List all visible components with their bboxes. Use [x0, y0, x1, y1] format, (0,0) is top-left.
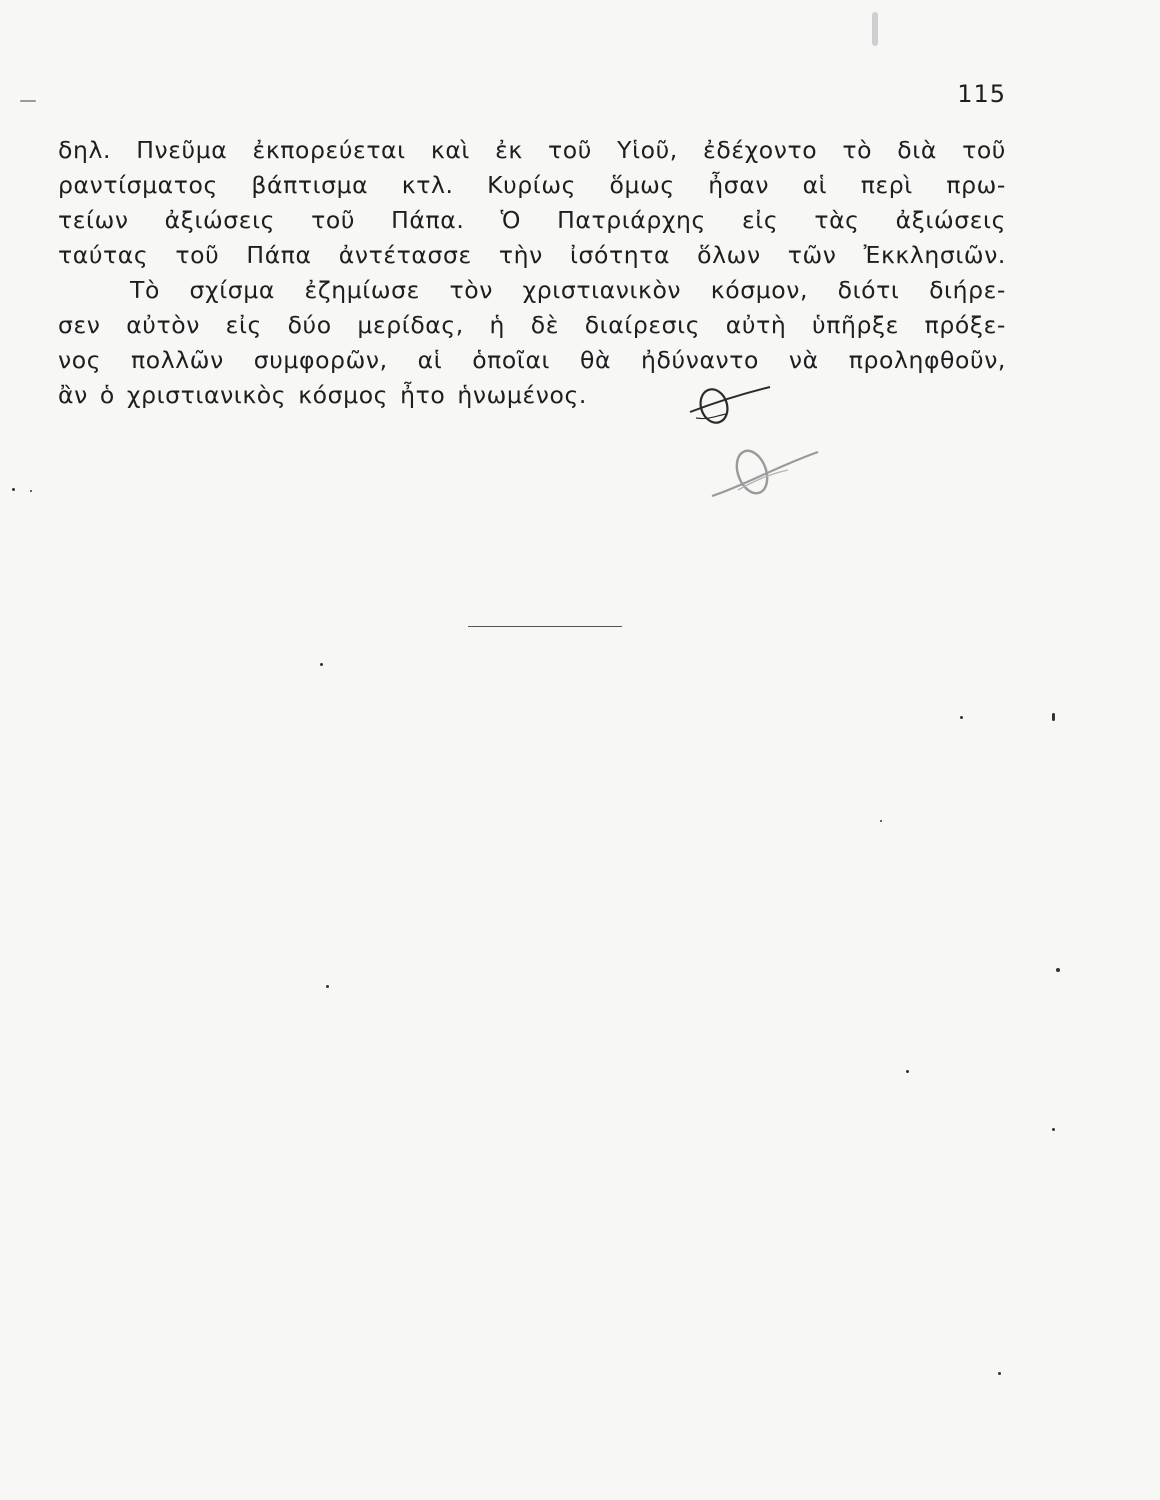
scan-speck	[326, 985, 329, 988]
scan-speck	[30, 490, 32, 492]
scan-speck	[880, 820, 882, 822]
text-line: τείων ἀξιώσεις τοῦ Πάπα. Ὁ Πατριάρχης εἰς τὰς ἀξιώσεις	[58, 206, 1006, 234]
text-line: ταύτας τοῦ Πάπα ἀντέτασσε τὴν ἰσότητα ὅλων τῶν Ἐκκλησιῶν.	[58, 241, 1006, 269]
scan-speck	[12, 488, 15, 491]
section-divider	[468, 626, 622, 627]
scan-speck	[872, 12, 878, 46]
text-line: δηλ. Πνεῦμα ἐκπορεύεται καὶ ἐκ τοῦ Υἱοῦ, ἐδέχοντο τὸ διὰ τοῦ	[58, 136, 1006, 164]
pencil-scribble-mark-icon	[708, 440, 824, 504]
handwritten-theta-mark-icon	[686, 378, 776, 430]
text-line: ραντίσματος βάπτισμα κτλ. Κυρίως ὅμως ἦσαν αἱ περὶ πρω-	[58, 171, 1006, 199]
scan-speck	[906, 1070, 909, 1073]
scan-speck	[1052, 1128, 1055, 1131]
scan-speck	[320, 663, 323, 666]
scan-speck	[1056, 968, 1060, 972]
body-text	[58, 133, 1006, 413]
scan-speck	[1052, 713, 1055, 721]
paragraph-last-line: ἂν ὁ χριστιανικὸς κόσμος ἦτο ἡνωμένος.	[58, 381, 587, 409]
text-line: νος πολλῶν συμφορῶν, αἱ ὁποῖαι θὰ ἠδύναντο νὰ προληφθοῦν,	[58, 346, 1006, 374]
scan-speck	[20, 100, 36, 102]
text-line: σεν αὐτὸν εἰς δύο μερίδας, ἡ δὲ διαίρεσις αὐτὴ ὑπῆρξε πρόξε-	[58, 311, 1006, 339]
scan-speck	[960, 716, 963, 719]
paragraph-first-line: Τὸ σχίσμα ἐζημίωσε τὸν χριστιανικὸν κόσμον, διότι διήρε-	[130, 276, 1006, 304]
page-number: 115	[957, 80, 1006, 108]
scan-speck	[998, 1372, 1001, 1375]
